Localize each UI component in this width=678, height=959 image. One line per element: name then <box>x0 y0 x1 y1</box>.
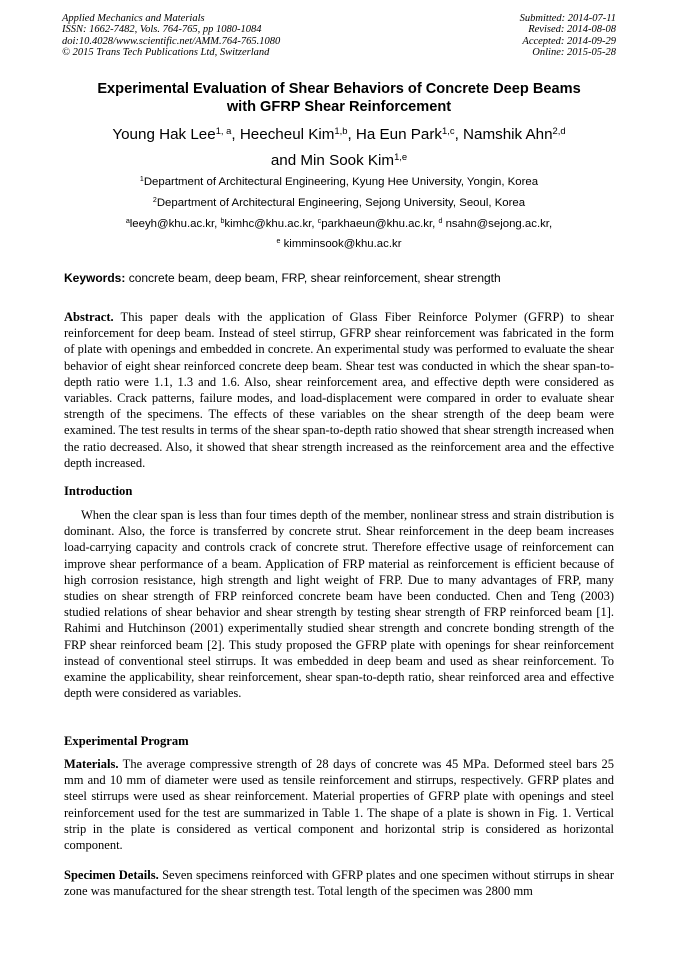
author-name: Heecheul Kim <box>239 126 335 143</box>
materials-paragraph <box>64 756 614 853</box>
date-online: Online: 2015-05-28 <box>532 47 616 59</box>
affiliation-mark: 2 <box>152 197 157 205</box>
email-mark: a <box>125 218 130 226</box>
authors-line-2 <box>40 148 638 174</box>
title-line-2: with GFRP Shear Reinforcement <box>226 99 452 115</box>
specimen-text: Seven specimens reinforced with GFRP plates and one specimen without stirrups in shear zone was manufactured for the shear strength test. Total length of the specimen was 2800 mm <box>64 868 615 899</box>
date-accepted: Accepted: 2014-09-29 <box>522 35 616 47</box>
paper-title <box>40 80 638 116</box>
abstract <box>64 309 614 471</box>
affiliation-mark: 1 <box>139 176 144 184</box>
affiliation-text: Department of Architectural Engineering, Sejong University, Seoul, Korea <box>156 197 526 209</box>
author-affil-mark: 1,e <box>394 150 408 162</box>
author-name: Young Hak Lee <box>112 126 216 143</box>
author-separator: , <box>347 126 356 143</box>
email-mark: c <box>317 218 322 226</box>
author-conjunction: and <box>270 152 301 169</box>
keywords-label: Keywords: <box>64 271 126 285</box>
email-mark: e <box>276 238 281 246</box>
affiliation-2 <box>40 197 638 209</box>
title-line-1: Experimental Evaluation of Shear Behaviors of Concrete Deep Beams <box>97 81 581 97</box>
keywords <box>64 270 616 286</box>
email-line-2 <box>40 238 638 250</box>
abstract-text: This paper deals with the application of Glass Fiber Reinforce Polymer (GFRP) to shear reinforcement for deep beam. Instead of steel stirrup, GFRP shear reinforcement was fabricated in the form of plate with openings and embedded in concrete. An experimental study was performed to evaluate the shear behavior of eight shear reinforced concrete deep beam. Shear test was conducted in which the shear span-to-depth ratio were 1.1, 1.3 and 1.6. Also, shear reinforcement area, and effective depth were considered as variables. Crack patterns, failure modes, and load-displacement were compared in order to evaluate shear strength of the specimens. The effects of these variables on the shear strength of the deep beam were examined. The test results in terms of the shear span-to-depth ratio showed that shear strength increased when the ratio decreased. Also, it showed that shear strength increased as the reinforcement area and the effective depth increased. <box>64 310 614 470</box>
author-affil-mark: 2,d <box>552 124 566 136</box>
email-link[interactable]: kimhc@khu.ac.kr, <box>224 218 318 230</box>
email-mark: d <box>438 218 443 226</box>
materials-text: The average compressive strength of 28 days of concrete was 45 MPa. Deformed steel bars 25 mm and 10 mm of diameter were used as tensile reinforcement and stirrups, respectively. GFRP plates and steel stirrups were used as shear reinforcement. Material properties of GFRP plate with openings and steel reinforcement used for the test are summarized in Table 1. The shape of a plate is shown in Fig. 1. Vertical strip in the plate is considered as vertical component and horizontal strip is considered as horizontal component. <box>64 757 614 853</box>
journal-info <box>62 13 280 59</box>
abstract-label: Abstract. <box>64 310 114 324</box>
author-separator: , <box>454 126 464 143</box>
materials-section <box>64 756 614 853</box>
submission-dates <box>520 13 616 59</box>
author-affil-mark: 1,b <box>334 124 348 136</box>
journal-copyright: © 2015 Trans Tech Publications Ltd, Switzerland <box>62 47 270 59</box>
author-affil-mark: 1,c <box>442 124 455 136</box>
author-name: Namshik Ahn <box>463 126 553 143</box>
journal-issn: ISSN: 1662-7482, Vols. 764-765, pp 1080-1084 <box>62 24 262 36</box>
introduction-paragraph: When the clear span is less than four times depth of the member, nonlinear stress and strain distribution is dominant. Also, the force is transferred by concrete strut. Shear reinforcement in the deep beam increases load-carrying capacity and controls crack of concrete strut. Therefore effective usage of reinforcement can improve shear performance of a beam. Application of FRP material as reinforcement is efficient because of high corrosion resistance, high strength and light weight of FRP. Due to many advantages of FRP, many studies on shear strength of FRP reinforced concrete beam have been conducted. Chen and Teng (2003) studied relations of shear behavior and shear strength by testing shear strength of FRP reinforced beam [1]. Rahimi and Hutchinson (2001) experimentally studied shear strength and concrete bonding strength of the FRP shear reinforced beam [2]. This study proposed the GFRP plate with openings for shear reinforcement instead of conventional steel stirrups. It was embedded in deep beam and used as shear reinforcement. To examine the applicability, shear reinforcement, shear span-to-depth ratio, shear reinforced area and effective depth were considered as variables. <box>64 508 614 701</box>
email-link[interactable]: parkhaeun@khu.ac.kr, <box>321 218 439 230</box>
email-link[interactable]: leeyh@khu.ac.kr, <box>129 218 221 230</box>
date-submitted: Submitted: 2014-07-11 <box>519 13 616 24</box>
specimen-section <box>64 867 614 899</box>
abstract-paragraph <box>64 309 614 471</box>
introduction-heading: Introduction <box>64 484 133 498</box>
email-link[interactable]: kimminsook@khu.ac.kr <box>280 238 402 250</box>
specimen-label: Specimen Details. <box>64 868 159 882</box>
specimen-paragraph <box>64 867 614 899</box>
author-name: Min Sook Kim <box>300 152 395 169</box>
email-line-1 <box>40 218 638 230</box>
introduction <box>64 507 614 701</box>
journal-doi[interactable]: doi:10.4028/www.scientific.net/AMM.764-765.1080 <box>62 35 281 47</box>
materials-label: Materials. <box>64 757 119 771</box>
email-link[interactable]: nsahn@sejong.ac.kr, <box>442 218 553 230</box>
affiliation-1 <box>40 176 638 188</box>
author-list <box>40 122 638 174</box>
author-affil-mark: 1, a <box>215 124 232 136</box>
email-mark: b <box>220 218 225 226</box>
author-separator: , <box>231 126 240 143</box>
date-revised: Revised: 2014-08-08 <box>528 24 616 36</box>
journal-name: Applied Mechanics and Materials <box>62 13 205 24</box>
experimental-heading: Experimental Program <box>64 734 189 748</box>
authors-line-1 <box>40 122 638 148</box>
affiliation-text: Department of Architectural Engineering, Kyung Hee University, Yongin, Korea <box>143 176 539 188</box>
keywords-text: concrete beam, deep beam, FRP, shear reinforcement, shear strength <box>125 271 501 285</box>
author-name: Ha Eun Park <box>355 126 443 143</box>
